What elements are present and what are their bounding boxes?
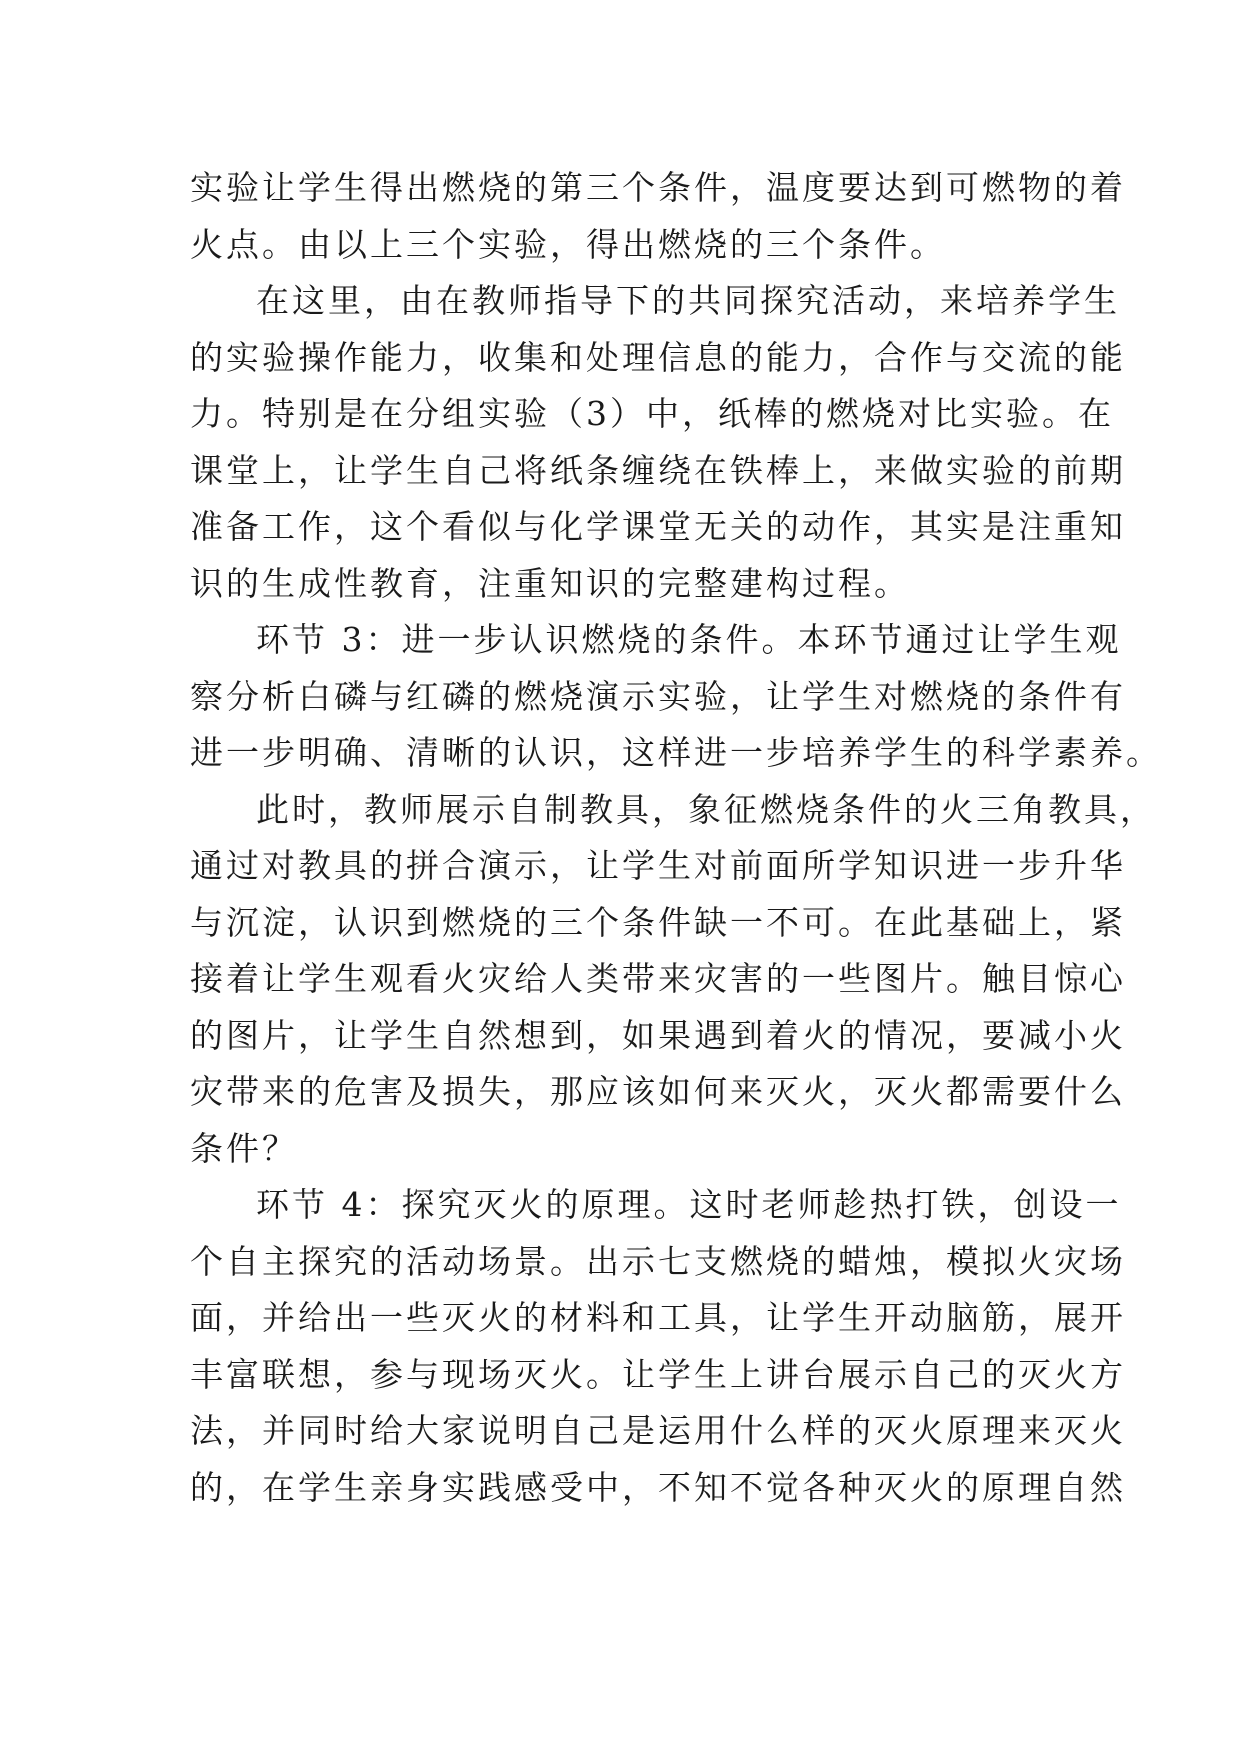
text-line: 环节 4：探究灭火的原理。这时老师趁热打铁，创设一 [256,1185,1122,1224]
text-line: 课堂上，让学生自己将纸条缠绕在铁棒上，来做实验的前期 [190,450,1126,490]
text-line: 与沉淀，认识到燃烧的三个条件缺一不可。在此基础上，紧 [190,902,1126,942]
text-line: 通过对教具的拼合演示，让学生对前面所学知识进一步升华 [190,846,1126,885]
text-line: 条件？ [190,1128,298,1168]
text-line: 实验让学生得出燃烧的第三个条件，温度要达到可燃物的着 [190,168,1126,207]
text-line: 环节 3：进一步认识燃烧的条件。本环节通过让学生观 [256,620,1122,659]
body-text [190,160,1162,1516]
text-line: 在这里，由在教师指导下的共同探究活动，来培养学生 [256,281,1120,320]
text-line: 火点。由以上三个实验，得出燃烧的三个条件。 [190,224,946,264]
text-line: 灾带来的危害及损失，那应该如何来灭火，灭火都需要什么 [190,1072,1126,1111]
text-line: 的，在学生亲身实践感受中，不知不觉各种灭火的原理自然 [190,1467,1126,1507]
text-line: 个自主探究的活动场景。出示七支燃烧的蜡烛，模拟火灾场 [190,1241,1126,1281]
text-line: 面，并给出一些灭火的材料和工具，让学生开动脑筋，展开 [190,1298,1126,1337]
text-line: 法，并同时给大家说明自己是运用什么样的灭火原理来灭火 [190,1411,1126,1450]
text-line: 准备工作，这个看似与化学课堂无关的动作，其实是注重知 [190,507,1126,546]
text-line: 进一步明确、清晰的认识，这样进一步培养学生的科学素养。 [190,733,1162,772]
text-line: 的图片，让学生自然想到，如果遇到着火的情况，要减小火 [190,1015,1126,1055]
text-line: 察分析白磷与红磷的燃烧演示实验，让学生对燃烧的条件有 [190,676,1126,716]
text-line: 识的生成性教育，注重知识的完整建构过程。 [190,563,910,603]
text-line: 力。特别是在分组实验（3）中，纸棒的燃烧对比实验。在 [190,394,1114,433]
text-line: 的实验操作能力，收集和处理信息的能力，合作与交流的能 [190,337,1126,377]
text-line: 接着让学生观看火灾给人类带来灾害的一些图片。触目惊心 [190,959,1126,998]
text-line: 此时，教师展示自制教具，象征燃烧条件的火三角教具， [256,789,1156,829]
text-line: 丰富联想，参与现场灭火。让学生上讲台展示自己的灭火方 [190,1354,1126,1394]
